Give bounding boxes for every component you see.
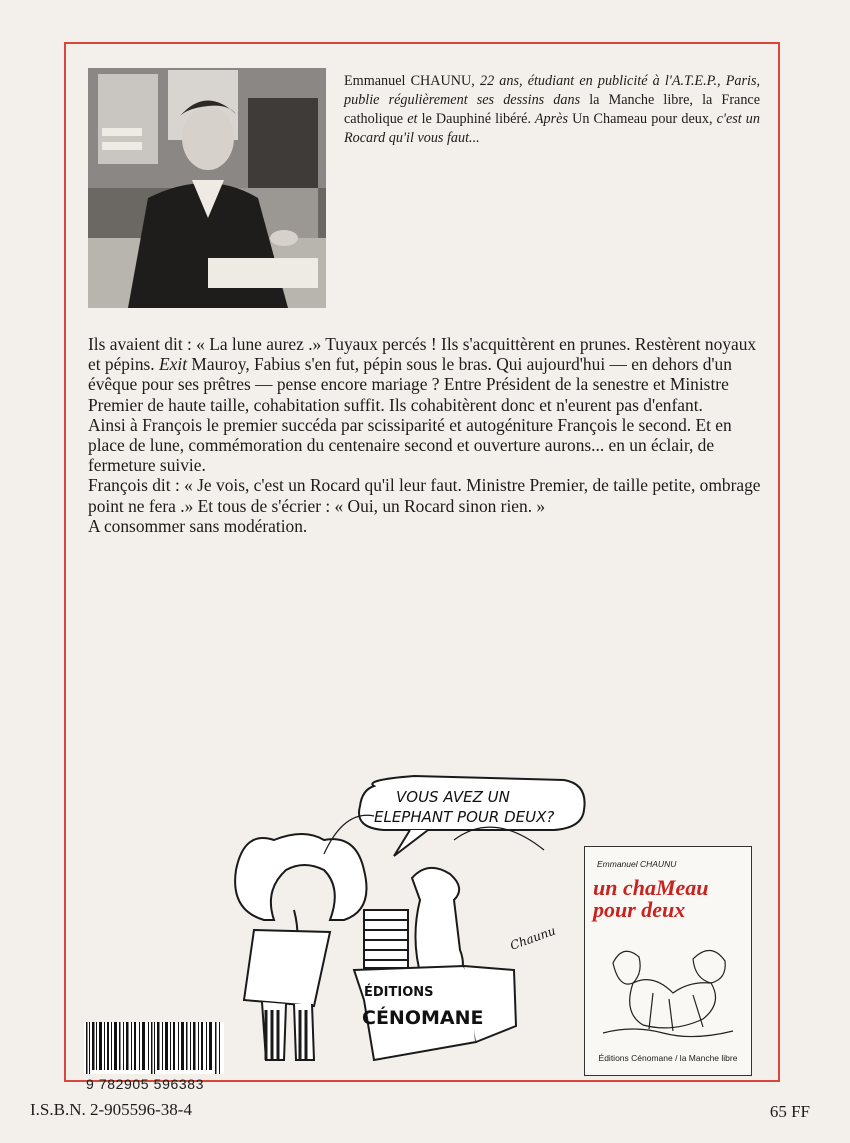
blurb-text [88,334,764,536]
blurb-paragraph: A consommer sans modération. [88,515,308,536]
bubble-text: ELEPHANT POUR DEUX? [374,808,555,826]
price-label: 65 FF [769,1102,810,1121]
bio-publication: le Dauphiné libéré. [421,111,532,127]
author-bio [344,72,760,148]
bio-text: c'est un Rocard qu'il vous faut... [344,111,760,146]
blurb-paragraph: François dit : « Je vois, c'est un Rocard qu'il leur faut. Ministre Premier, de taille petite, ombrage point ne fera .» Et tous de s'écrier : « Oui, un Rocard sinon rien. » [88,475,761,516]
blurb-paragraph: Ainsi à François le premier succéda par scissiparité et autogéniture François le second. Et en place de lune, commémoration du centenaire second et ouverture aurons... en un éclair, de fermeture suivie. [88,414,732,476]
bio-publication: la France catholique [344,92,761,127]
barcode-digits: 9 782905 596383 [86,1076,204,1092]
elephant [235,834,366,920]
blurb-paragraph [88,334,764,415]
bio-publication: la Manche libre, [589,92,693,108]
book-title-line: un chaMeau [593,875,709,900]
book-author: Emmanuel CHAUNU [597,859,677,869]
cartoon-illustration [214,770,590,1070]
book-publisher: Éditions Cénomane / la Manche libre [598,1053,738,1063]
blurb-italic-word: Exit [159,354,188,375]
bubble-text: VOUS AVEZ UN [396,788,510,806]
bio-text: et [407,111,418,127]
blurb-sentence: Mauroy, Fabius s'en fut, pépin sous le bras. Qui aujourd'hui — en dehors d'un évêque pour ses prêtres — pense encore mariage ? Entre Président de la senestre et Ministre Premier de haute taille, cohabitation suffit. Ils cohabitèrent donc et n'eurent pas d'enfant. [88,354,732,415]
bio-book-title: Un Chameau pour deux, [572,111,713,127]
book-title-line: pour deux [593,897,686,922]
author-photo [88,68,326,308]
blurb-sentence: Ils avaient dit : « La lune aurez .» Tuyaux percés ! Ils s'acquittèrent en prunes. Restèrent noyaux et pépins. [88,334,757,375]
bio-author-name: Emmanuel CHAUNU, [344,73,475,89]
barcode [84,1022,224,1074]
desk-text: ÉDITIONS [364,985,434,1000]
book-cover-thumbnail [584,846,752,1076]
book-title [593,877,749,921]
bio-text: 22 ans, étudiant en publicité à l'A.T.E.P., Paris, publie régulièrement ses dessins dans [344,73,761,108]
bio-text: Après [534,111,568,127]
artist-signature: Chaunu [508,923,558,953]
book-illustration [593,933,743,1043]
desk-text: CÉNOMANE [362,1007,484,1029]
isbn-number: I.S.B.N. 2-905596-38-4 [30,1100,192,1119]
